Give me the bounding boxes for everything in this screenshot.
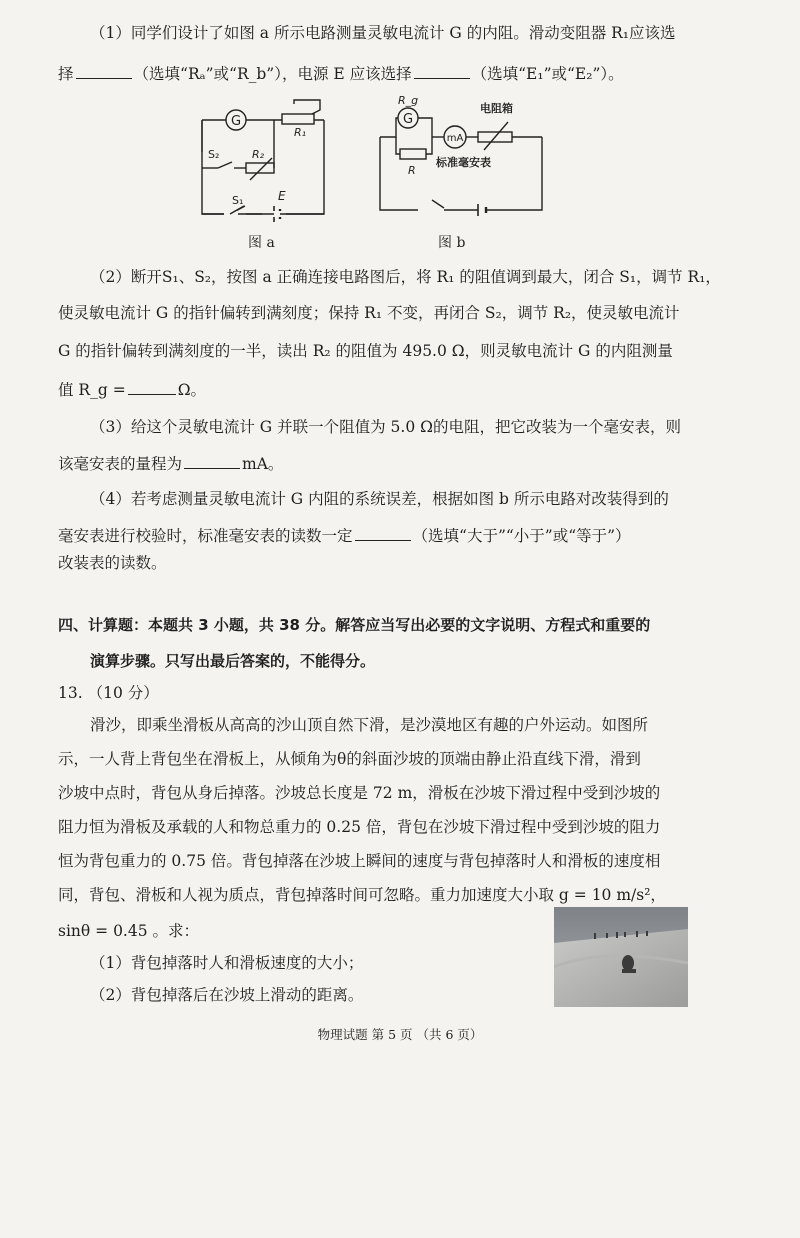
answer-blank-rg[interactable] <box>128 378 176 395</box>
q12-part3-line1: （3）给这个灵敏电流计 G 并联一个阻值为 5.0 Ω的电阻，把它改装为一个毫安表，则 <box>90 418 681 436</box>
q13-sub1: （1）背包掉落时人和滑板速度的大小； <box>90 954 364 972</box>
r2-label: R₂ <box>252 148 265 161</box>
q12-part3-text-a: 该毫安表的量程为 <box>58 455 183 473</box>
answer-blank-compare[interactable] <box>355 524 411 541</box>
answer-blank-range[interactable] <box>184 452 240 469</box>
circuit-figure-b <box>370 92 550 222</box>
q12-part4-line3: 改装表的读数。 <box>58 554 167 572</box>
q12-part2-line4 <box>58 378 738 401</box>
q12-part1-text-c: （选填“E₁”或“E₂”）。 <box>471 65 624 83</box>
answer-blank-e[interactable] <box>414 62 470 79</box>
answer-blank-r1[interactable] <box>76 62 132 79</box>
q12-part3-text-b: mA。 <box>242 455 284 473</box>
r1-label: R₁ <box>294 126 307 139</box>
q12-part2-text-a: 值 R_g = <box>58 381 126 399</box>
q12-part1-line1: （1）同学们设计了如图 a 所示电路测量灵敏电流计 G 的内阻。滑动变阻器 R₁应该选 <box>90 24 676 42</box>
q13-sub2: （2）背包掉落后在沙坡上滑动的距离。 <box>90 986 364 1004</box>
figure-a-caption: 图 a <box>248 235 275 251</box>
q13-line2: 示，一人背上背包坐在滑板上，从倾角为θ的斜面沙坡的顶端由静止沿直线下滑，滑到 <box>58 750 641 768</box>
q12-part2-text-b: Ω。 <box>177 381 207 399</box>
q13-header: 13. （10 分） <box>58 684 159 702</box>
sand-sliding-photo <box>554 907 688 1007</box>
q12-part4-line1: （4）若考虑测量灵敏电流计 G 内阻的系统误差，根据如图 b 所示电路对改装得到的 <box>90 490 669 508</box>
q12-part1-line2 <box>58 62 738 85</box>
figure-b-caption: 图 b <box>438 235 466 251</box>
rg-label: R_g <box>398 94 419 107</box>
circuit-figure-a <box>190 92 340 227</box>
s1-label: S₁ <box>232 194 244 207</box>
section4-heading-line2: 演算步骤。只写出最后答案的，不能得分。 <box>90 652 376 670</box>
q13-line7: sinθ = 0.45 。求： <box>58 922 200 940</box>
q12-part4-line2 <box>58 524 738 547</box>
q12-part3-line2 <box>58 452 738 475</box>
q13-line6: 同，背包、滑板和人视为质点，背包掉落时间可忽略。重力加速度大小取 g = 10 m/s²， <box>58 886 666 904</box>
r-label: R <box>408 164 416 177</box>
source-label: E <box>278 189 286 203</box>
q12-part4-text-a: 毫安表进行校验时，标准毫安表的读数一定 <box>58 527 353 545</box>
section4-heading-line1: 四、计算题：本题共 3 小题，共 38 分。解答应当写出必要的文字说明、方程式和重要的 <box>58 616 651 634</box>
page-footer: 物理试题 第 5 页 （共 6 页） <box>317 1027 483 1042</box>
s2-label: S₂ <box>208 148 220 161</box>
milliammeter-label: mA <box>446 133 464 144</box>
q13-line4: 阻力恒为滑板及承载的人和物总重力的 0.25 倍，背包在沙坡下滑过程中受到沙坡的阻力 <box>58 818 661 836</box>
q13-line5: 恒为背包重力的 0.75 倍。背包掉落在沙坡上瞬间的速度与背包掉落时人和滑板的速度相 <box>58 852 661 870</box>
q12-part2-line2: 使灵敏电流计 G 的指针偏转到满刻度；保持 R₁ 不变，再闭合 S₂，调节 R₂，使灵敏电流计 <box>58 304 680 322</box>
q12-part1-text-b: （选填“Rₐ”或“R_b”），电源 E 应该选择 <box>133 65 412 83</box>
resistance-box-label: 电阻箱 <box>480 102 513 115</box>
galvanometer-label: G <box>230 114 242 129</box>
q12-part2-line1: （2）断开S₁、S₂，按图 a 正确连接电路图后，将 R₁ 的阻值调到最大，闭合 S₁，调节 R₁， <box>90 268 721 286</box>
q12-part2-line3: G 的指针偏转到满刻度的一半，读出 R₂ 的阻值为 495.0 Ω，则灵敏电流计 G 的内阻测量 <box>58 342 673 360</box>
galvanometer-b-label: G <box>402 112 414 127</box>
q13-line3: 沙坡中点时，背包从身后掉落。沙坡总长度是 72 m，滑板在沙坡下滑过程中受到沙坡的 <box>58 784 661 802</box>
q12-part1-text-a: 择 <box>58 65 74 83</box>
q13-line1: 滑沙，即乘坐滑板从高高的沙山顶自然下滑，是沙漠地区有趣的户外运动。如图所 <box>90 716 649 734</box>
standard-ammeter-label: 标准毫安表 <box>436 156 491 169</box>
q12-part4-text-b: （选填“大于”“小于”或“等于”） <box>412 527 631 545</box>
